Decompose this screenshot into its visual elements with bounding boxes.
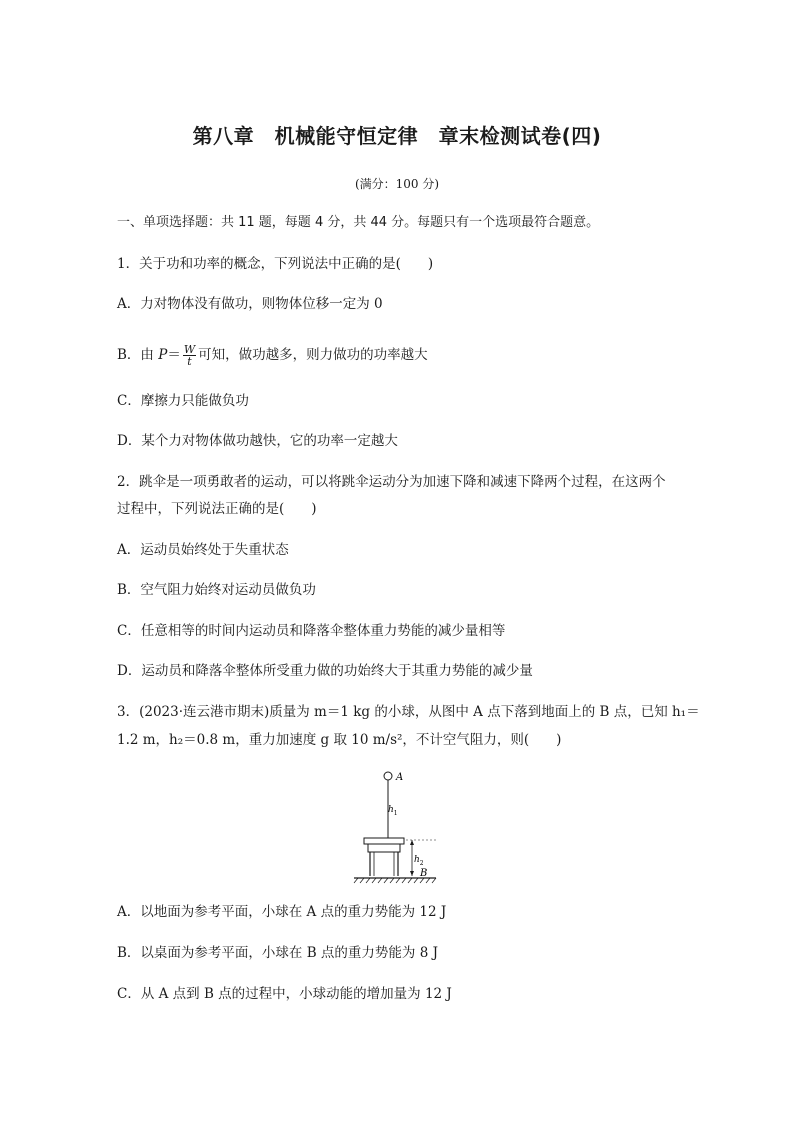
q1-option-c: C．摩擦力只能做负功	[117, 393, 249, 409]
label-h1: $h_1$	[388, 805, 398, 817]
score-note: (满分：100 分)	[354, 177, 440, 191]
section-heading: 一、单项选择题：共 11 题，每题 4 分，共 44 分。每题只有一个选项最符合题意。	[117, 215, 600, 230]
q2-stem-line2: 过程中，下列说法正确的是( )	[117, 501, 317, 517]
q2-option-b: B．空气阻力始终对运动员做负功	[117, 582, 316, 598]
fraction-w-over-t	[183, 344, 196, 367]
equals-sign: ＝	[167, 347, 181, 363]
ball-table-diagram	[350, 768, 440, 886]
ground-hatching	[354, 878, 436, 883]
fraction-numerator: W	[183, 343, 196, 356]
q1-option-b-suffix: 可知，做功越多，则力做功的功率越大	[198, 347, 428, 363]
fraction-denominator: t	[187, 355, 192, 368]
page-title: 第八章 机械能守恒定律 章末检测试卷(四)	[192, 124, 602, 148]
q2-option-c: C．任意相等的时间内运动员和降落伞整体重力势能的减少量相等	[117, 623, 506, 639]
q1-option-a: A．力对物体没有做功，则物体位移一定为 0	[117, 296, 383, 312]
label-a: A	[396, 772, 404, 783]
h2-arrow-bottom	[410, 871, 414, 876]
q3-stem-line1: 3．(2023·连云港市期末)质量为 m＝1 kg 的小球，从图中 A 点下落到地面上的 B 点，已知 h₁＝	[117, 704, 700, 720]
q1-option-d: D．某个力对物体做功越快，它的功率一定越大	[117, 433, 398, 449]
q3-option-c: C．从 A 点到 B 点的过程中，小球动能的增加量为 12 J	[117, 986, 452, 1002]
ball-icon	[384, 772, 392, 780]
q2-option-a: A．运动员始终处于失重状态	[117, 542, 289, 558]
power-symbol: P	[158, 347, 168, 363]
q3-option-a: A．以地面为参考平面，小球在 A 点的重力势能为 12 J	[117, 904, 447, 920]
q3-option-b: B．以桌面为参考平面，小球在 B 点的重力势能为 8 J	[117, 945, 439, 961]
h2-arrow-top	[410, 840, 414, 845]
label-b: B	[420, 868, 428, 879]
q1-option-b	[117, 344, 428, 367]
q1-stem: 1．关于功和功率的概念，下列说法中正确的是( )	[117, 256, 434, 272]
table-drawer	[368, 844, 400, 852]
tabletop	[364, 838, 404, 844]
q2-option-d: D．运动员和降落伞整体所受重力做的功始终大于其重力势能的减少量	[117, 663, 533, 679]
q1-option-b-prefix: B．由	[117, 347, 159, 363]
label-h2: $h_2$	[414, 855, 424, 867]
q3-stem-line2: 1.2 m，h₂＝0.8 m，重力加速度 g 取 10 m/s²，不计空气阻力，则( )	[117, 732, 562, 748]
q2-stem-line1: 2．跳伞是一项勇敢者的运动，可以将跳伞运动分为加速下降和减速下降两个过程，在这两个	[117, 474, 666, 490]
